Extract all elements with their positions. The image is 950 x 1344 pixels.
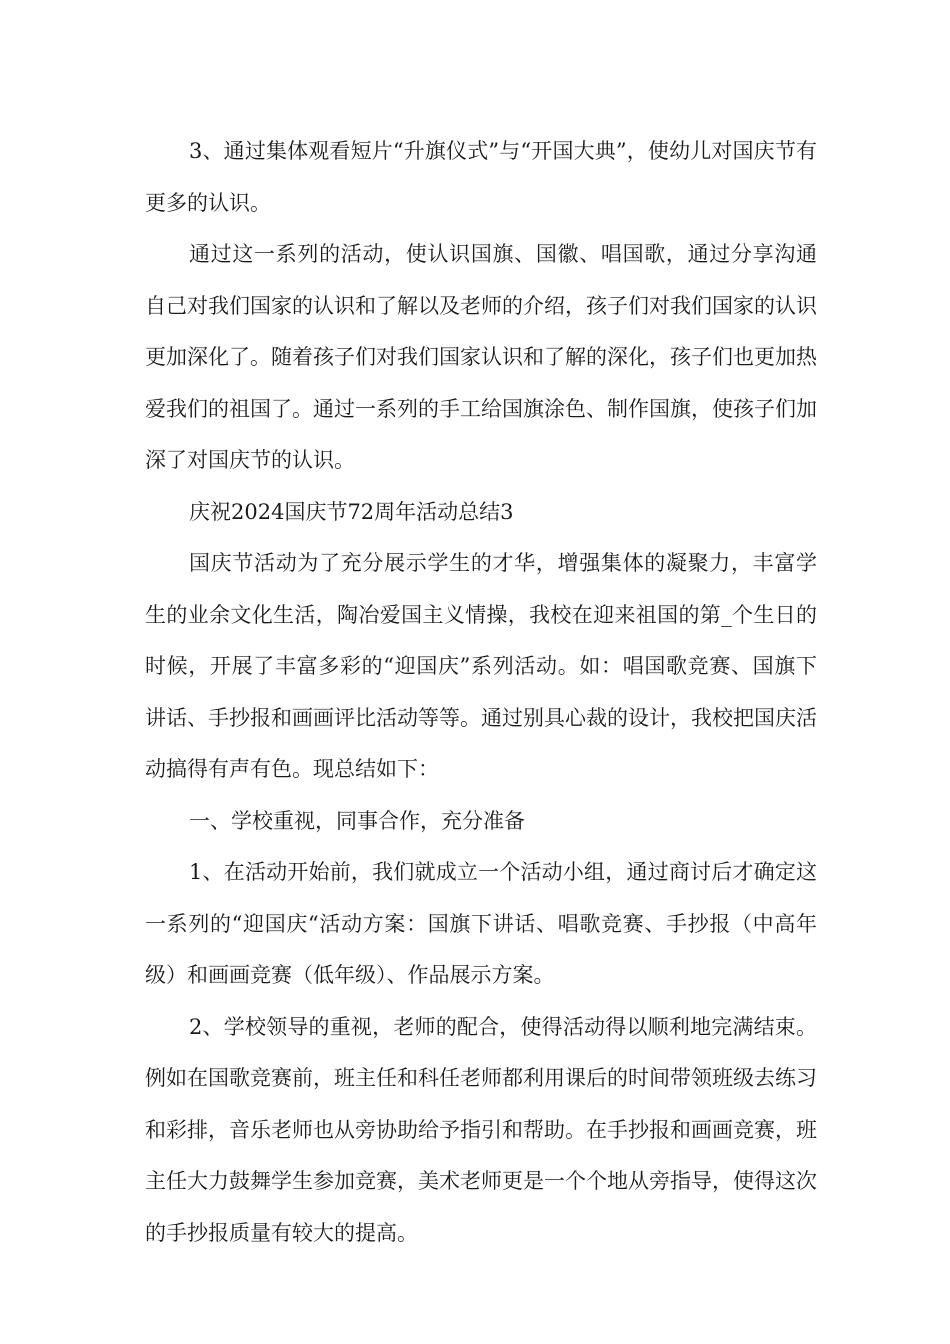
paragraph-intro: 国庆节活动为了充分展示学生的才华，增强集体的凝聚力，丰富学生的业余文化生活，陶冶爱国主义情操，我校在迎来祖国的第_个生日的时候，开展了丰富多彩的“迎国庆”系列活动。如：唱国歌竞赛、国旗下讲话、手抄报和画画评比活动等等。通过别具心裁的设计，我校把国庆活动搞得有声有色。现总结如下： bbox=[145, 551, 817, 781]
paragraph-item-3: 3、通过集体观看短片“升旗仪式”与“开国大典”，使幼儿对国庆节有更多的认识。 bbox=[145, 139, 817, 215]
document-body bbox=[145, 126, 817, 1259]
paragraph-point-1: 1、在活动开始前，我们就成立一个活动小组，通过商讨后才确定这一系列的“迎国庆“活动方案：国旗下讲话、唱歌竞赛、手抄报（中高年级）和画画竞赛（低年级）、作品展示方案。 bbox=[145, 860, 817, 987]
paragraph-point-2: 2、学校领导的重视，老师的配合，使得活动得以顺利地完满结束。例如在国歌竞赛前，班主任和科任老师都利用课后的时间带领班级去练习和彩排，音乐老师也从旁协助给予指引和帮助。在手抄报和画画竞赛，班主任大力鼓舞学生参加竞赛，美术老师更是一个个地从旁指导，使得这次的手抄报质量有较大的提高。 bbox=[145, 1014, 817, 1245]
section-title: 庆祝2024国庆节72周年活动总结3 bbox=[189, 499, 514, 524]
paragraph-summary: 通过这一系列的活动，使认识国旗、国徽、唱国歌，通过分享沟通自己对我们国家的认识和了解以及老师的介绍，孩子们对我们国家的认识更加深化了。随着孩子们对我们国家认识和了解的深化，孩子们也更加热爱我们的祖国了。通过一系列的手工给国旗涂色、制作国旗，使孩子们加深了对国庆节的认识。 bbox=[145, 242, 817, 472]
heading-section-1: 一、学校重视，同事合作，充分准备 bbox=[189, 808, 525, 833]
